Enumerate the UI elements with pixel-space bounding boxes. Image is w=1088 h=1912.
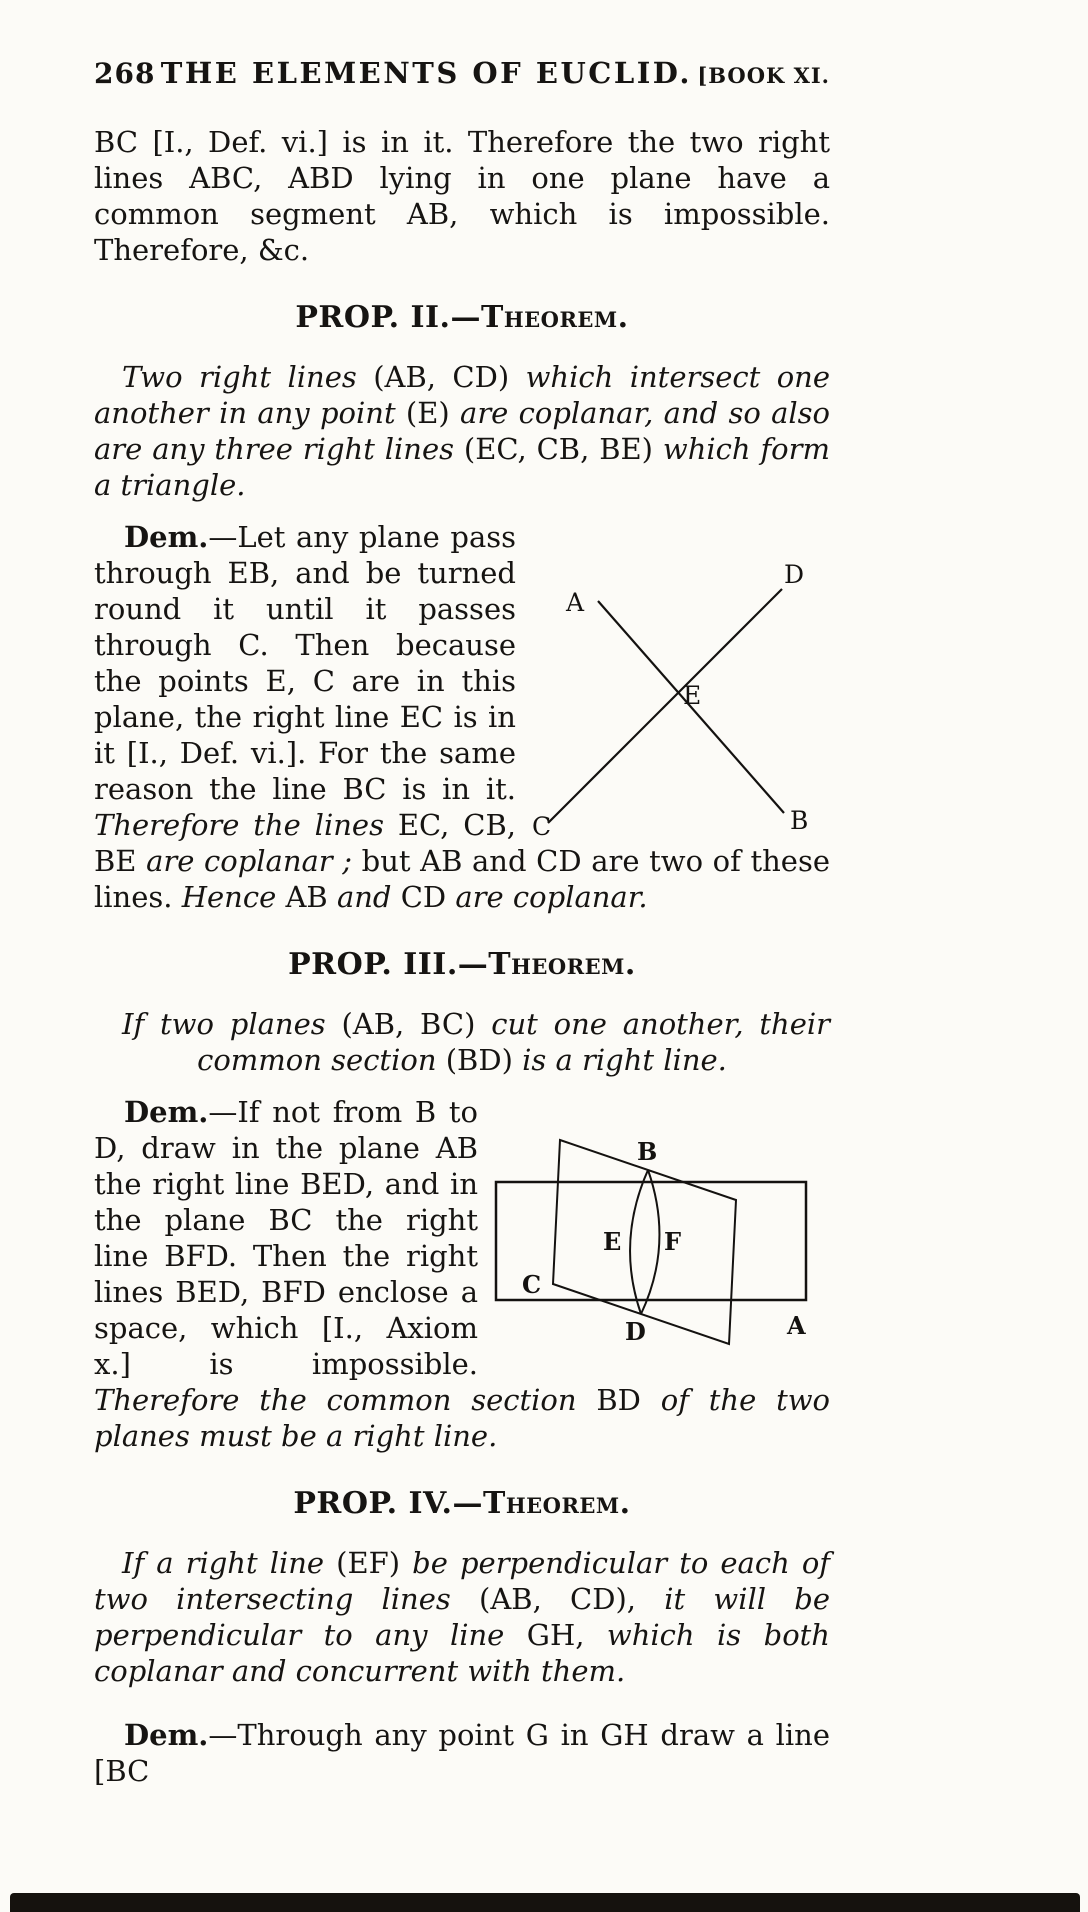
point-label-d: D (625, 1317, 646, 1346)
point-label-c: C (532, 812, 552, 839)
prop4-heading: PROP. IV.—Theorem. (293, 1486, 631, 1521)
prop2-demonstration (94, 519, 830, 915)
point-label-f: F (664, 1227, 682, 1256)
page-content (94, 0, 830, 1789)
plane-bc (496, 1182, 806, 1300)
intro-paragraph: BC [I., Def. vi.] is in it. Therefore the two right lines ABC, ABD lying in one plane have a common segment AB, which is impossible. Therefore, &c. (94, 125, 830, 267)
point-label-d: D (784, 561, 805, 589)
curve-bed (630, 1170, 648, 1314)
prop4-dem-text: Dem.—Through any point G in GH draw a line [BC (94, 1718, 830, 1788)
prop3-heading: PROP. III.—Theorem. (288, 947, 636, 982)
prop2-enunciation: Two right lines (AB, CD) which intersect one another in any point (E) are coplanar, and so also are any three right lines (EC, CB, BE) which form a triangle. (94, 360, 831, 502)
plane-ab (553, 1140, 736, 1344)
running-title: THE ELEMENTS OF EUCLID. (160, 56, 692, 90)
curve-bfd (641, 1170, 659, 1314)
prop2-diagram (532, 561, 828, 839)
prop3-figure (490, 1132, 830, 1354)
point-label-a: A (566, 588, 585, 617)
line-cd (548, 589, 782, 823)
point-label-e: E (603, 1227, 622, 1256)
prop2-dem-text: Dem.—Let any plane pass through EB, and be turned round it until it passes through C. Then because the points E, C are in this plane, the right line EC is in it [I., Def. vi.]. For the same reason the line BC is in it. Therefore the lines EC, CB, BE are coplanar ; but AB and CD are two of these lines. Hence AB and CD are coplanar. (94, 520, 830, 914)
prop3-diagram (490, 1132, 830, 1354)
prop3-dem-text: Dem.—If not from B to D, draw in the plane AB the right line BED, and in the plane BC the right line BFD. Then the right lines BED, BFD enclose a space, which [I., Axiom x.] is impossible. Therefore the common section BD of the two planes must be a right line. (94, 1095, 831, 1453)
prop2-figure (532, 561, 828, 839)
point-label-e: E (683, 681, 702, 710)
book-reference: [BOOK XI. (697, 63, 830, 88)
prop4-enunciation: If a right line (EF) be perpendicular to each of two intersecting lines (AB, CD), it will be perpendicular to any line GH, which is both coplanar and concurrent with them. (94, 1546, 831, 1688)
point-label-b: B (637, 1137, 658, 1166)
point-label-a: A (787, 1311, 806, 1340)
page-number: 268 (94, 57, 156, 90)
page-header (94, 0, 830, 90)
prop3-enunciation: If two planes (AB, BC) cut one another, their common section (BD) is a right line. (122, 1007, 830, 1077)
scan-edge-artifact (10, 1893, 1080, 1912)
point-label-c: C (522, 1270, 542, 1299)
prop2-heading: PROP. II.—Theorem. (295, 300, 629, 335)
point-label-b: B (790, 806, 809, 835)
prop3-demonstration (94, 1094, 830, 1454)
